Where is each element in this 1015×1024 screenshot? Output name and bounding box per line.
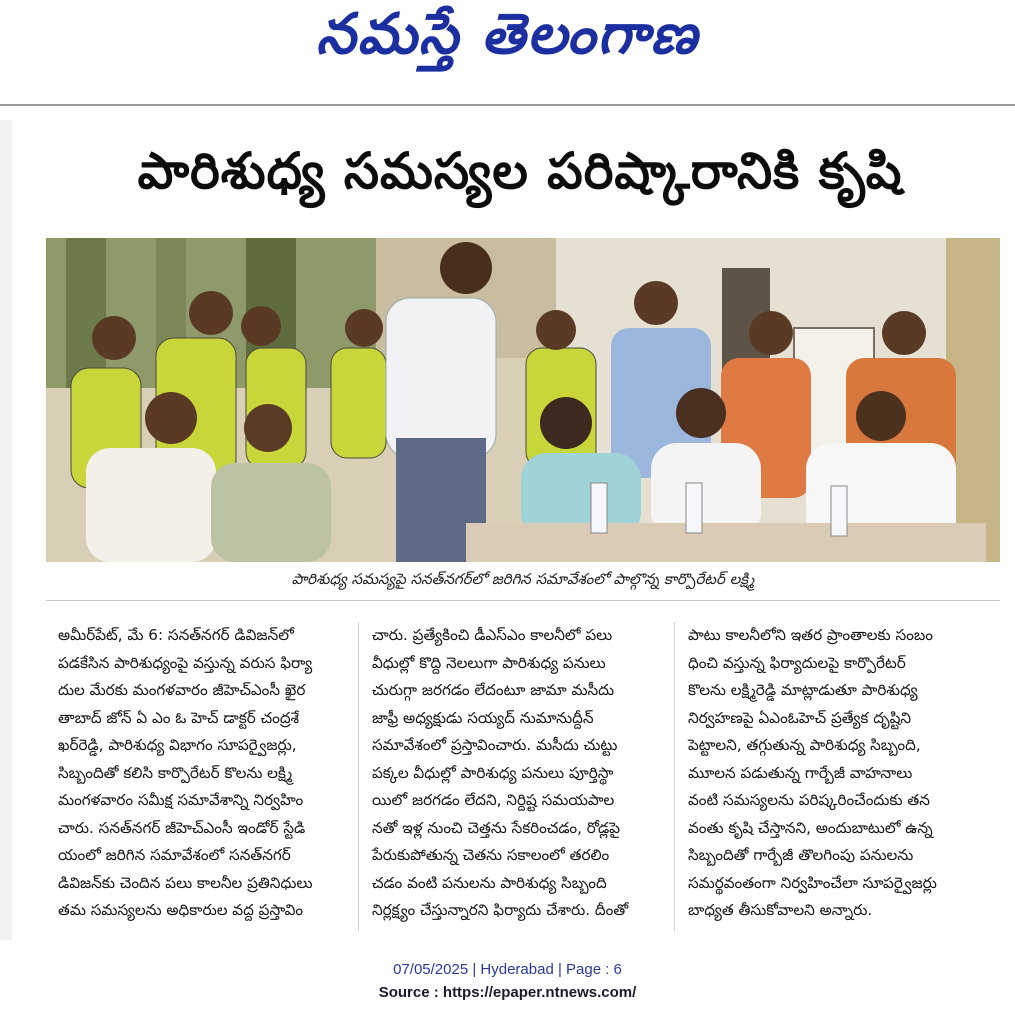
- edition-meta: 07/05/2025 | Hyderabad | Page : 6: [393, 961, 622, 978]
- article-line: వంతు కృషి చేస్తానని, అందుబాటులో ఉన్న: [688, 818, 933, 837]
- article-line: పడకేసిన పారిశుధ్యంపై వస్తున్న వరుస ఫిర్యా: [58, 653, 313, 672]
- article-line: చారు. ప్రత్యేకించి డీఎస్‌ఎం కాలనీలో పలు: [372, 626, 613, 644]
- article-line: ధించి వస్తున్న ఫిర్యాదులపై కార్పొరేటర్: [688, 653, 906, 672]
- column-divider: [674, 622, 675, 932]
- article-line: సమావేశంలో ప్రస్తావించారు. మసీదు చుట్టు: [372, 736, 618, 754]
- article-line: నిర్వహణపై ఏఎంఓహెచ్ ప్రత్యేక దృష్టిని: [688, 708, 912, 727]
- article-line: మూలన పడుతున్న గార్బేజీ వాహనాలు: [688, 763, 913, 782]
- caption-divider: [46, 600, 1000, 601]
- article-photo: [46, 238, 1000, 562]
- masthead-divider: [0, 104, 1015, 106]
- article-line: అమీర్‌పేట్, మే 6: సనత్‌నగర్ డివిజన్‌లో: [58, 626, 294, 644]
- article-column-3: [688, 622, 988, 942]
- article-line: జాఫ్రీ అధ్యక్షుడు సయ్యద్ నుమానుద్దీన్: [372, 708, 594, 727]
- article-column-1: [58, 622, 358, 942]
- article-line: వంటి సమస్యలను పరిష్కరించేందుకు తన: [688, 791, 930, 809]
- masthead: [0, 0, 1015, 105]
- photo-caption: పారిశుధ్య సమస్యపై సనత్‌నగర్‌లో జరిగిన సమావేశంలో పాల్గొన్న కార్పొరేటర్ లక్ష్మి: [291, 570, 755, 588]
- article-line: యిలో జరగడం లేదని, నిర్దిష్ట సమయపాల: [372, 791, 615, 809]
- article-line: సమర్థవంతంగా నిర్వహించేలా సూపర్వైజర్లు: [688, 873, 937, 892]
- article-line: కొలను లక్ష్మిరెడ్డి మాట్లాడుతూ పారిశుధ్య: [688, 681, 918, 699]
- article-line: మంగళవారం సమీక్ష సమావేశాన్ని నిర్వహిం: [58, 791, 304, 809]
- newspaper-title: నమస్తే తెలంగాణ: [316, 2, 699, 67]
- article-line: పేరుకుపోతున్న చెతను సకాలంలో తరలిం: [372, 846, 610, 864]
- article-column-2: [372, 622, 672, 942]
- article-line: పాటు కాలనీలోని ఇతర ప్రాంతాలకు సంబం: [688, 626, 933, 644]
- article-line: సిబ్బందితో కలిసి కార్పొరేటర్ కొలను లక్ష్మి: [58, 763, 293, 782]
- article-line: తాబాద్ జోన్ ఏ ఎం ఓ హెచ్ డాక్టర్ చంద్రశే: [58, 708, 299, 727]
- clipping-edge: [0, 120, 12, 940]
- article-line: పెట్టాలని, తగ్గుతున్న పారిశుధ్య సిబ్బంది,: [688, 736, 921, 754]
- article-line: చారు. సనత్‌నగర్ జీహెచ్‌ఎంసీ ఇండోర్ స్టేడి: [58, 818, 306, 837]
- article-line: నిర్లక్ష్యం చేస్తున్నారని ఫిర్యాదు చేశారు. దీంతో: [372, 901, 629, 919]
- column-divider: [358, 622, 359, 932]
- article-line: వీధుల్లో కొద్ది నెలలుగా పారిశుధ్య పనులు: [372, 653, 606, 672]
- source-link[interactable]: Source : https://epaper.ntnews.com/: [378, 984, 637, 1001]
- article-line: దుల మేరకు మంగళవారం జీహెచ్‌ఎంసీ ఖైర: [58, 681, 306, 699]
- article-line: సిబ్బందితో గార్బేజీ తొలగింపు పనులను: [688, 846, 914, 864]
- article-line: చడం వంటి పనులను పారిశుధ్య సిబ్బంది: [372, 873, 607, 892]
- article-line: పక్కల వీధుల్లో పారిశుధ్య పనులు పూర్తిస్థా: [372, 763, 614, 782]
- article-headline: పారిశుధ్య సమస్యల పరిష్కారానికి కృషి: [137, 142, 903, 200]
- page-footer: [0, 958, 1015, 1004]
- article-line: బాధ్యత తీసుకోవాలని అన్నారు.: [688, 901, 873, 919]
- article-line: యంలో జరిగిన సమావేశంలో సనత్‌నగర్: [58, 846, 291, 864]
- article-line: చురుగ్గా జరగడం లేదంటూ జామా మసీదు: [372, 681, 615, 699]
- article-line: నతో ఇళ్ల నుంచి చెత్తను సేకరించడం, రోడ్లపై: [372, 818, 621, 837]
- meeting-photo-illustration: [46, 238, 1000, 562]
- article-line: ఖర్‌రెడ్డి, పారిశుధ్య విభాగం సూపర్వైజర్లు,: [58, 736, 297, 754]
- article-line: తమ సమస్యలను అధికారుల వద్ద ప్రస్తావిం: [58, 901, 304, 919]
- article-line: డివిజన్‌కు చెందిన పలు కాలనీల ప్రతినిధులు: [58, 873, 313, 892]
